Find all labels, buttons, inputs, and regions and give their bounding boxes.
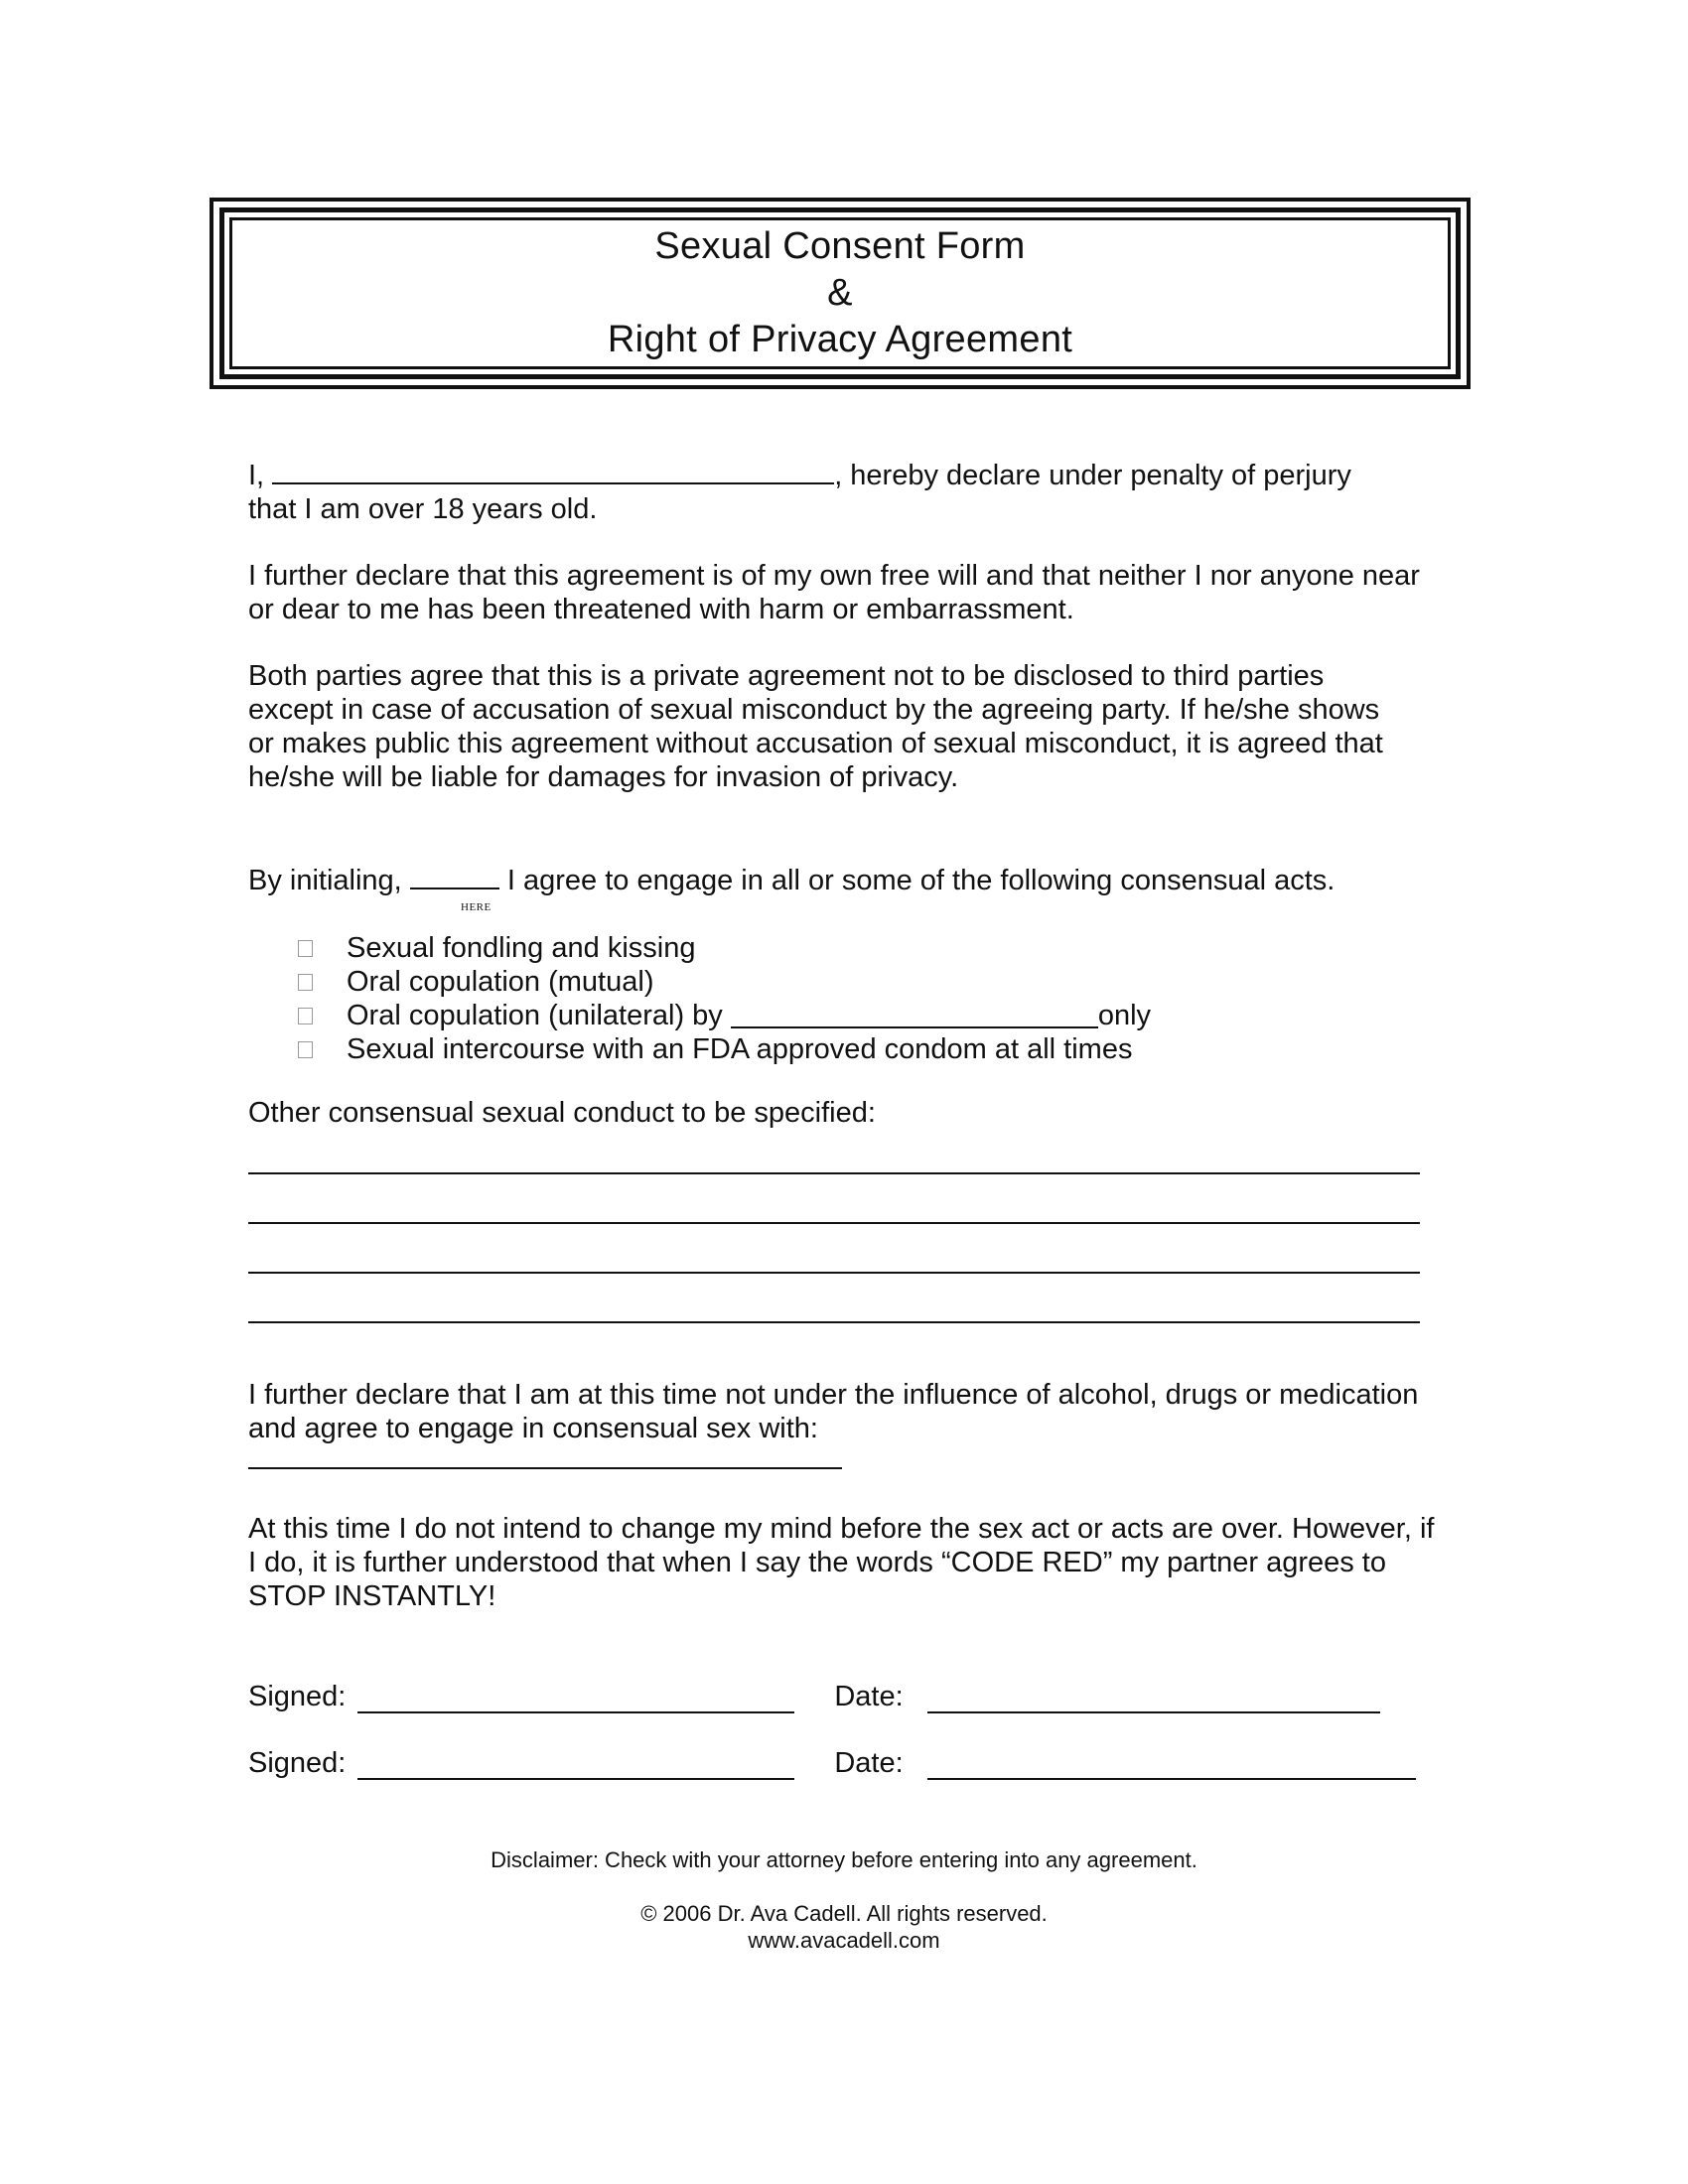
list-item <box>298 965 1151 999</box>
name-blank-field[interactable] <box>272 459 834 484</box>
checkbox[interactable] <box>298 940 313 957</box>
free-will-paragraph: I further declare that this agreement is of my own free will and that neither I nor anyone near or dear to me has been threatened with harm or embarrassment. <box>248 560 1420 625</box>
act-label: Oral copulation (unilateral) by <box>347 1000 723 1031</box>
signature-row-1 <box>248 1680 1380 1713</box>
checkbox[interactable] <box>298 1008 313 1024</box>
partner-blank-field[interactable] <box>731 1003 1098 1028</box>
website-link[interactable]: www.avacadell.com <box>748 1928 940 1953</box>
partner-name-line[interactable] <box>248 1467 842 1469</box>
declaration-paragraph <box>248 459 1460 526</box>
signed-label: Signed: <box>248 1681 347 1712</box>
act-label-suffix: only <box>1097 1000 1152 1031</box>
other-conduct-line-1[interactable] <box>248 1172 1420 1174</box>
checkbox[interactable] <box>298 974 313 991</box>
title-box <box>210 198 1471 389</box>
list-item <box>298 999 1151 1032</box>
title-ampersand: & <box>827 272 853 314</box>
declaration-line-2: that I am over 18 years old. <box>248 493 598 525</box>
signed-label: Signed: <box>248 1747 347 1779</box>
copyright: © 2006 Dr. Ava Cadell. All rights reserved. <box>640 1901 1048 1926</box>
other-conduct-line-2[interactable] <box>248 1222 1420 1224</box>
date-field[interactable] <box>927 1754 1416 1780</box>
date-field[interactable] <box>927 1688 1380 1713</box>
privacy-paragraph: Both parties agree that this is a private agreement not to be disclosed to third parties except in case of accusation of sexual misconduct by the agreeing party. If he/she shows or makes public this agreement without accusation of sexual misconduct, it is agreed that he/she will be liable for damages for invasion of privacy. <box>248 660 1383 793</box>
act-label: Sexual fondling and kissing <box>347 932 696 964</box>
date-label: Date: <box>834 1681 904 1712</box>
other-conduct-line-4[interactable] <box>248 1321 1420 1323</box>
acts-checklist <box>298 931 1151 1066</box>
signature-row-2 <box>248 1746 1416 1780</box>
signature-field[interactable] <box>357 1754 794 1780</box>
title-line-1: Sexual Consent Form <box>654 225 1026 267</box>
sobriety-paragraph: I further declare that I am at this time not under the influence of alcohol, drugs or medication and agree to engage in consensual sex with: <box>248 1379 1419 1444</box>
other-conduct-label: Other consensual sexual conduct to be specified: <box>248 1097 876 1129</box>
signature-field[interactable] <box>357 1688 794 1713</box>
initialing-line <box>248 864 1539 897</box>
act-label: Oral copulation (mutual) <box>347 966 654 998</box>
date-label: Date: <box>834 1747 904 1779</box>
other-conduct-line-3[interactable] <box>248 1272 1420 1274</box>
here-label: HERE <box>461 901 492 913</box>
list-item <box>298 931 1151 965</box>
initials-blank-field[interactable] <box>410 864 499 889</box>
act-label: Sexual intercourse with an FDA approved condom at all times <box>347 1033 1133 1065</box>
list-item <box>298 1032 1151 1066</box>
title-line-3: Right of Privacy Agreement <box>607 319 1073 360</box>
declaration-suffix: , hereby declare under penalty of perjury <box>834 460 1351 491</box>
initialing-prefix: By initialing, <box>248 865 402 896</box>
checkbox[interactable] <box>298 1041 313 1058</box>
initialing-suffix: I agree to engage in all or some of the following consensual acts. <box>506 865 1336 896</box>
disclaimer: Disclaimer: Check with your attorney before entering into any agreement. <box>491 1847 1197 1872</box>
code-red-paragraph: At this time I do not intend to change my mind before the sex act or acts are over. However, if I do, it is further understood that when I say the words “CODE RED” my partner agrees to STOP INSTANTLY! <box>248 1513 1435 1612</box>
declaration-prefix: I, <box>248 460 265 491</box>
